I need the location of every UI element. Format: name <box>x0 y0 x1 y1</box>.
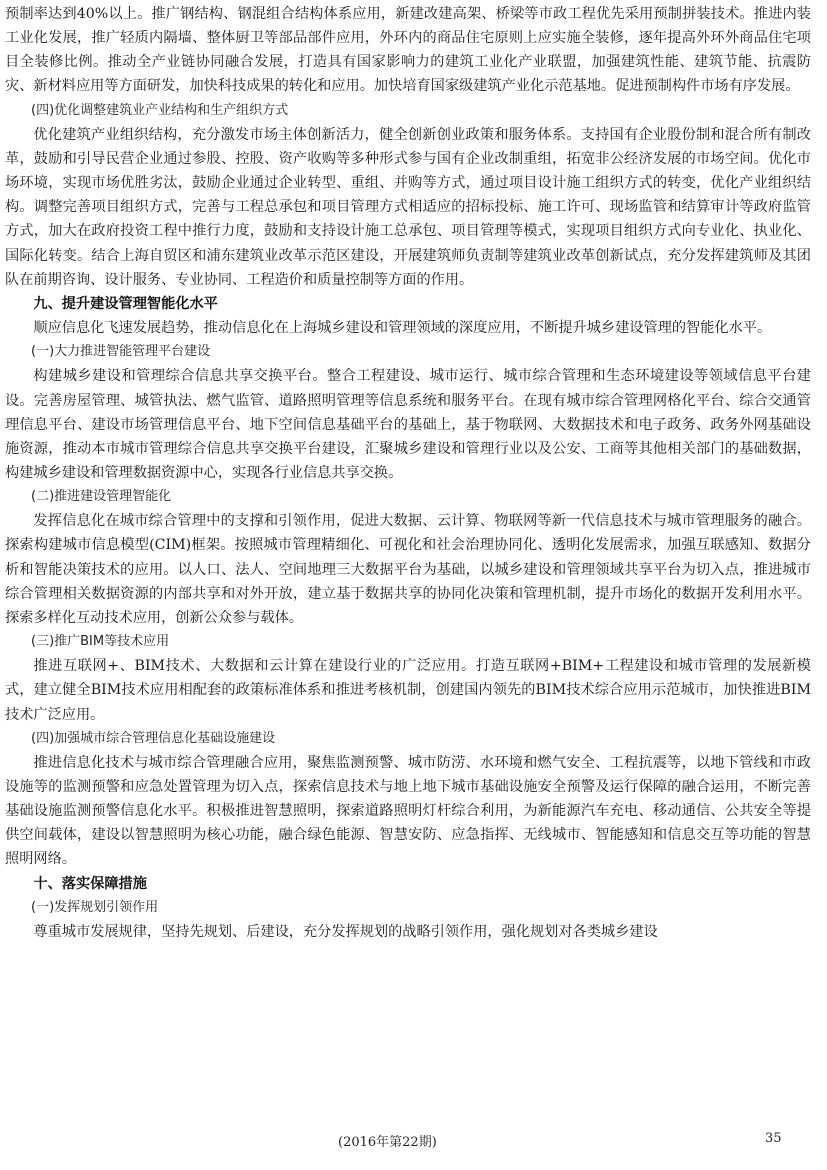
paragraph: 顺应信息化飞速发展趋势，推动信息化在上海城乡建设和管理领域的深度应用，不断提升城乡建设管理的智能化水平。 <box>33 320 772 337</box>
subsection-heading: (一)发挥规划引领作用 <box>31 899 159 915</box>
section-heading: 九、提升建设管理智能化水平 <box>33 295 218 312</box>
page-body <box>5 2 811 944</box>
paragraph: 优化建筑产业组织结构，充分激发市场主体创新活力，健全创新创业政策和服务体系。支持国有企业股份制和混合所有制改革，鼓励和引导民营企业通过参股、控股、资产收购等多种形式参与国有企业改制重组，拓宽非公经济发展的市场空间。优化市场环境，实现市场优胜劣汰，鼓励企业通过企业转型、重组、并购等方式，通过项目设计施工组织方式的转变，优化产业组织结构。调整完善项目组织方式，完善与工程总承包和项目管理方式相适应的招标投标、施工许可、现场监管和结算审计等政府监管方式，加大在政府投资工程中推行力度，鼓励和支持设计施工总承包、项目管理等模式，实现项目组织方式向专业化、执业化、国际化转变。结合上海自贸区和浦东建筑业改革示范区建设，开展建筑师负责制等建筑业改革创新试点，充分发挥建筑师及其团队在前期咨询、设计服务、专业协同、工程造价和质量控制等方面的作用。 <box>5 126 811 288</box>
paragraph: 推进信息化技术与城市综合管理融合应用，聚焦监测预警、城市防涝、水环境和燃气安全、工程抗震等，以地下管线和市政设施等的监测预警和应急处置管理为切入点，探索信息技术与地上地下城市基础设施安全预警及运行保障的融合运用，不断完善基础设施监测预警信息化水平。积极推进智慧照明，探索道路照明灯杆综合利用，为新能源汽车充电、移动通信、公共安全等提供空间载体，建设以智慧照明为核心功能，融合绿色能源、智慧安防、应急指挥、无线城市、智能感知和信息交互等功能的智慧照明网络。 <box>5 754 811 868</box>
paragraph: 构建城乡建设和管理综合信息共享交换平台。整合工程建设、城市运行、城市综合管理和生态环境建设等领域信息平台建设。完善房屋管理、城管执法、燃气监管、道路照明管理等信息系统和服务平台。在现有城市综合管理网格化平台、综合交通管理信息平台、建设市场管理信息平台、地下空间信息基础平台的基础上，基于物联网、大数据技术和电子政务、政务外网基础设施资源，推动本市城市管理综合信息共享交换平台建设，汇聚城乡建设和管理行业以及公安、工商等其他相关部门的基础数据，构建城乡建设和管理数据资源中心，实现各行业信息共享交换。 <box>5 368 811 481</box>
subsection-heading: (三)推广BIM等技术应用 <box>31 634 170 650</box>
paragraph: 尊重城市发展规律，坚持先规划、后建设，充分发挥规划的战略引领作用，强化规划对各类城乡建设 <box>33 923 658 940</box>
paragraph: 预制率达到40%以上。推广钢结构、钢混组合结构体系应用，新建改建高架、桥梁等市政工程优先采用预制拼装技术。推进内装工业化发展，推广轻质内隔墙、整体厨卫等部品部件应用，外环内的商品住宅原则上应实施全装修，逐年提高外环外商品住宅项目全装修比例。推动全产业链协同融合发展，打造具有国家影响力的建筑工业化产业联盟，加强建筑性能、建筑节能、抗震防灾、新材料应用等方面研发，加快科技成果的转化和应用。加快培育国家级建筑产业化示范基地。促进预制构件市场有序发展。 <box>5 6 811 95</box>
subsection-heading: (四)加强城市综合管理信息化基础设施建设 <box>31 730 276 746</box>
issue-label: (2016年第22期) <box>338 1135 437 1150</box>
subsection-heading: (一)大力推进智能管理平台建设 <box>31 344 211 360</box>
subsection-heading: (二)推进建设管理智能化 <box>31 489 172 505</box>
section-heading: 十、落实保障措施 <box>33 875 147 892</box>
page-footer <box>0 1131 827 1155</box>
subsection-heading: (四)优化调整建筑业产业结构和生产组织方式 <box>31 102 289 118</box>
paragraph: 推进互联网+、BIM技术、大数据和云计算在建设行业的广泛应用。打造互联网+BIM+工程建设和城市管理的发展新模式，建立健全BIM技术应用相配套的政策标准体系和推进考核机制，创建国内领先的BIM技术综合应用示范城市，加快推进BIM技术广泛应用。 <box>5 658 811 723</box>
paragraph: 发挥信息化在城市综合管理中的支撑和引领作用，促进大数据、云计算、物联网等新一代信息技术与城市管理服务的融合。探索构建城市信息模型(CIM)框架。按照城市管理精细化、可视化和社会治理协同化、透明化发展需求，加强互联感知、数据分析和智能决策技术的应用。以人口、法人、空间地理三大数据平台为基础，以城乡建设和管理领域共享平台为切入点，推进城市综合管理相关数据资源的内部共享和对外开放，建立基于数据共享的协同化决策和管理机制，提升市场化的数据开发利用水平。探索多样化互动技术应用，创新公众参与载体。 <box>5 513 811 626</box>
page-number: 35 <box>765 1131 782 1146</box>
